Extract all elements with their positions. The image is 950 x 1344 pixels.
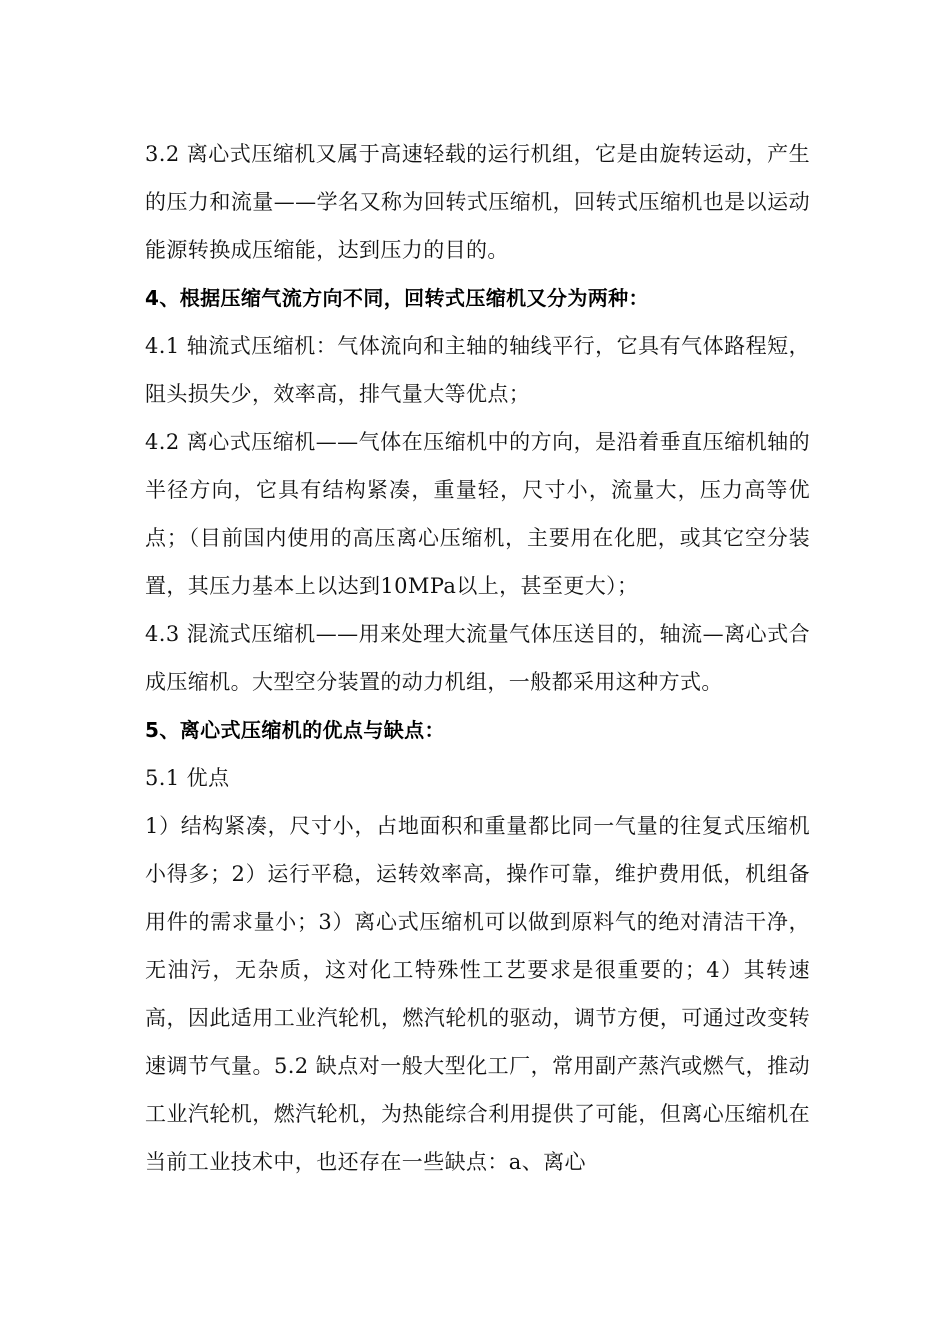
paragraph-5-1-title: 5.1 优点 xyxy=(145,766,230,790)
paragraph-5-1-body: 1）结构紧凑，尺寸小，占地面积和重量都比同一气量的往复式压缩机小得多；2）运行平稳，运转效率高，操作可靠，维护费用低，机组备用件的需求量小；3）离心式压缩机可以做到原料气的绝对清洁干净，无油污，无杂质，这对化工特殊性工艺要求是很重要的；4）其转速高，因此适用工业汽轮机，燃汽轮机的驱动，调节方便，可通过改变转速调节气量。5.2 缺点对一般大型化工厂，常用副产蒸汽或燃气，推动工业汽轮机，燃汽轮机，为热能综合利用提供了可能，但离心压缩机在当前工业技术中，也还存在一些缺点：a、离心 xyxy=(145,814,810,1174)
section-heading-5: 5、离心式压缩机的优点与缺点： xyxy=(145,718,445,742)
section-heading-4: 4、根据压缩气流方向不同，回转式压缩机又分为两种： xyxy=(145,286,649,310)
document-body xyxy=(145,130,810,1186)
paragraph-4-1: 4.1 轴流式压缩机：气体流向和主轴的轴线平行，它具有气体路程短，阻头损失少，效率高，排气量大等优点； xyxy=(145,334,810,406)
paragraph-3-2: 3.2 离心式压缩机又属于高速轻载的运行机组，它是由旋转运动，产生的压力和流量——学名又称为回转式压缩机，回转式压缩机也是以运动能源转换成压缩能，达到压力的目的。 xyxy=(145,142,810,262)
paragraph-4-3: 4.3 混流式压缩机——用来处理大流量气体压送目的，轴流—离心式合成压缩机。大型空分装置的动力机组，一般都采用这种方式。 xyxy=(145,622,810,694)
paragraph-4-2: 4.2 离心式压缩机——气体在压缩机中的方向，是沿着垂直压缩机轴的半径方向，它具有结构紧凑，重量轻，尺寸小，流量大，压力高等优点；（目前国内使用的高压离心压缩机，主要用在化肥，或其它空分装置，其压力基本上以达到10MPa以上，甚至更大）； xyxy=(145,430,810,598)
